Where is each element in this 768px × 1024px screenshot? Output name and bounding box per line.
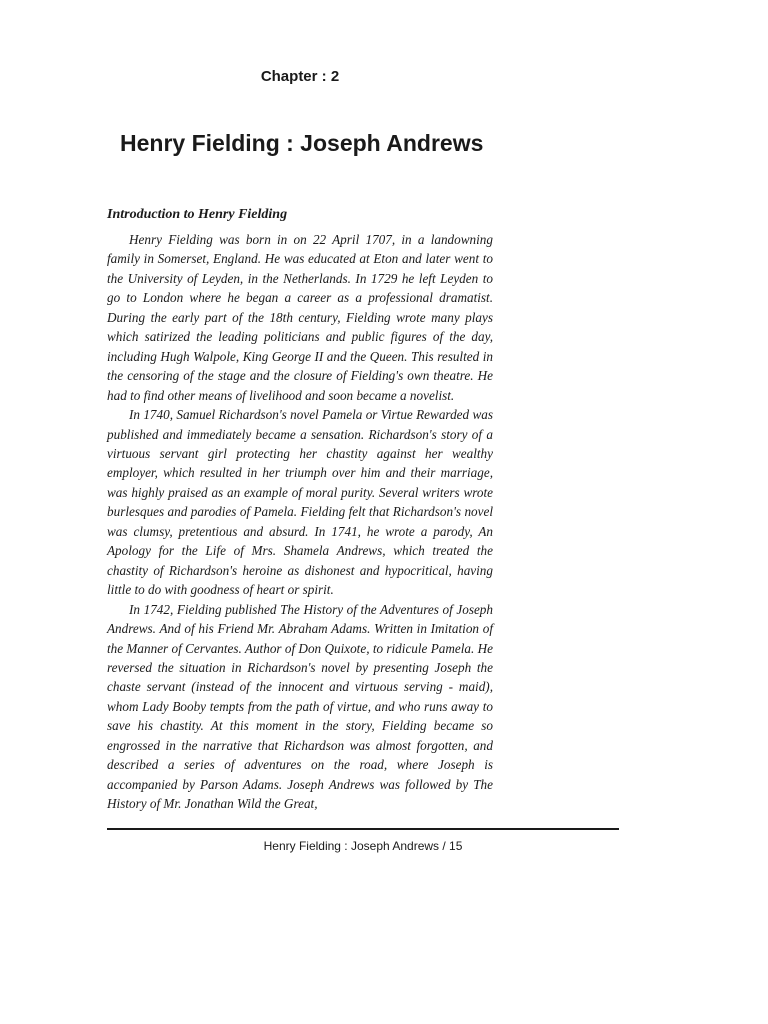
footer-rule	[107, 828, 619, 830]
page-footer: Henry Fielding : Joseph Andrews / 15	[263, 839, 463, 853]
paragraph: In 1742, Fielding published The History of the Adventures of Joseph Andrews. And of his Friend Mr. Abraham Adams. Written in Imitation of the Manner of Cervantes. Author of Don Quixote, to ridicule Pamela. He reversed the situation in Richardson's novel by presenting Joseph the chaste servant (instead of the innocent and virtuous serving - maid), whom Lady Booby tempts from the path of virtue, and who runs away to save his chastity. At this moment in the story, Fielding became so engrossed in the narrative that Richardson was almost forgotten, and described a series of adventures on the road, where Joseph is accompanied by Parson Adams. Joseph Andrews was followed by The History of Mr. Jonathan Wild the Great,	[107, 601, 493, 812]
chapter-title: Henry Fielding : Joseph Andrews	[120, 130, 484, 156]
paragraph: Henry Fielding was born in on 22 April 1707, in a landowning family in Somerset, England. He was educated at Eton and later went to the University of Leyden, in the Netherlands. In 1729 he left Leyden to go to London where he began a career as a professional dramatist. During the early part of the 18th century, Fielding wrote many plays which satirized the leading politicians and public figures of the day, including Hugh Walpole, King George II and the Queen. This resulted in the censoring of the stage and the closure of Fielding's own theatre. He had to find other means of livelihood and soon became a novelist.	[107, 232, 493, 403]
chapter-label: Chapter : 2	[260, 68, 340, 85]
body-text	[107, 230, 493, 814]
paragraph: In 1740, Samuel Richardson's novel Pamela or Virtue Rewarded was published and immediately became a sensation. Richardson's story of a virtuous servant girl protecting her chastity against her wealthy employer, which resulted in her triumph over him and their marriage, was highly praised as an example of moral purity. Several writers wrote burlesques and parodies of Pamela. Fielding felt that Richardson's novel was clumsy, pretentious and absurd. In 1741, he wrote a parody, An Apology for the Life of Mrs. Shamela Andrews, which treated the chastity of Richardson's heroine as dishonest and hypocritical, having little to do with goodness of heart or spirit.	[107, 407, 493, 598]
section-heading: Introduction to Henry Fielding	[107, 207, 288, 222]
